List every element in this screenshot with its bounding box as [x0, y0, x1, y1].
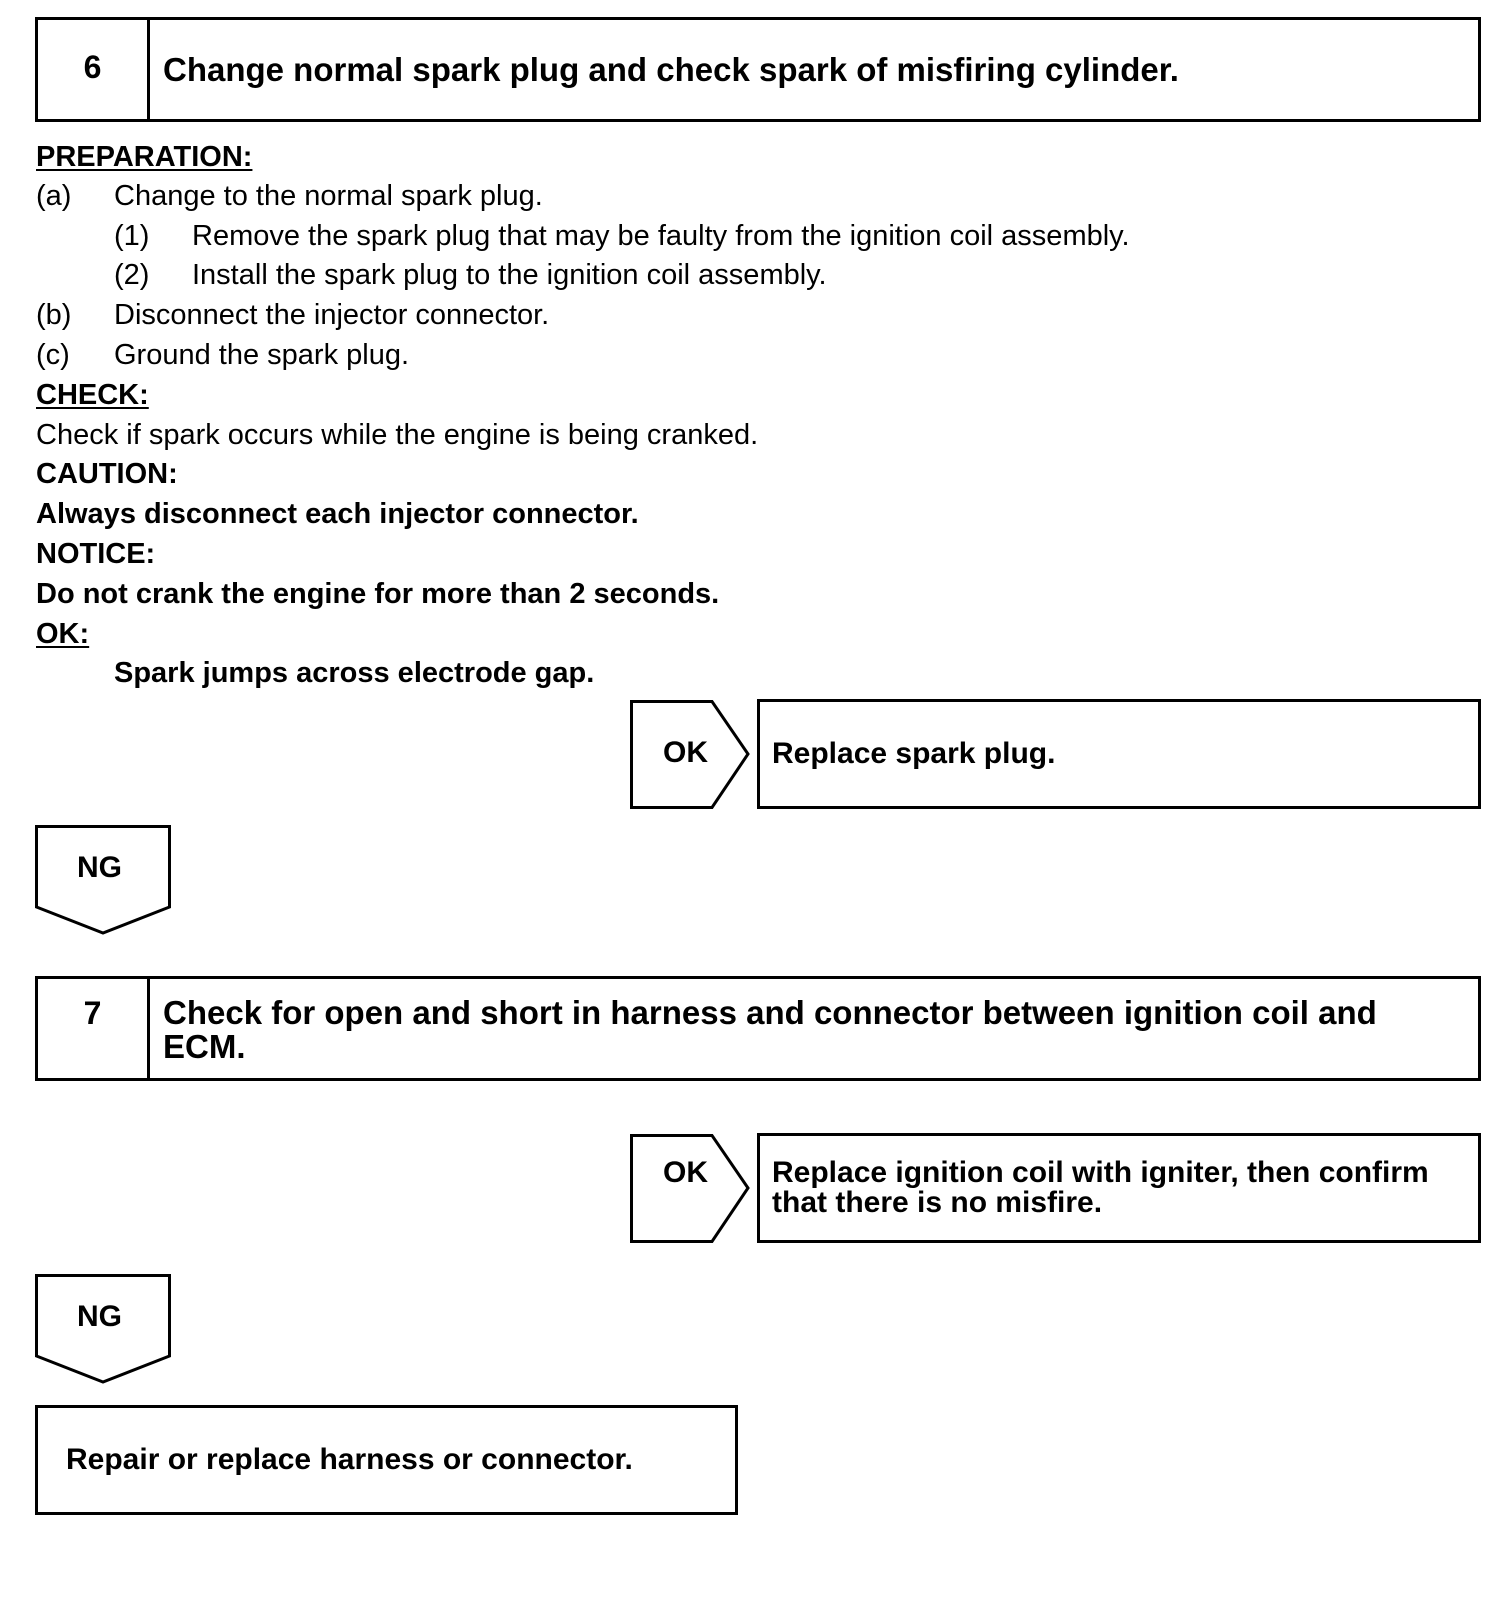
step-title: [150, 979, 1478, 1078]
notice-heading: NOTICE:: [36, 538, 156, 570]
step-7-ok-result: [757, 1133, 1481, 1243]
ok-label: OK: [663, 736, 708, 769]
step-6-header: [35, 17, 1481, 122]
item-text: Install the spark plug to the ignition coil assembly.: [192, 259, 827, 291]
item-text: Change to the normal spark plug.: [114, 180, 543, 212]
step-number: 6: [38, 20, 150, 119]
prep-item-a: [36, 179, 543, 213]
item-mark: (a): [36, 180, 72, 212]
item-mark: (2): [114, 259, 150, 291]
check-text: Check if spark occurs while the engine is being cranked.: [36, 419, 759, 451]
ok-criteria-heading: OK:: [36, 618, 90, 650]
caution-heading: CAUTION:: [36, 458, 178, 490]
final-result: [35, 1405, 738, 1515]
notice-text: Do not crank the engine for more than 2 seconds.: [36, 578, 720, 610]
prep-item-1: [114, 219, 1130, 253]
ng-label: NG: [77, 851, 122, 884]
result-text: Replace spark plug.: [772, 737, 1056, 770]
caution-text: Always disconnect each injector connector.: [36, 498, 639, 530]
ok-criteria-text: Spark jumps across electrode gap.: [114, 657, 595, 689]
step-title-line-1: Check for open and short in harness and connector between ignition coil and: [163, 994, 1377, 1031]
item-text: Remove the spark plug that may be faulty from the ignition coil assembly.: [192, 220, 1130, 252]
step-title-line-2: ECM.: [163, 1028, 246, 1065]
step-number: 7: [38, 979, 150, 1078]
result-text-line-2: that there is no misfire.: [772, 1186, 1103, 1219]
result-text: Repair or replace harness or connector.: [66, 1443, 633, 1476]
step-6-ok-result: [757, 699, 1481, 809]
item-text: Disconnect the injector connector.: [114, 299, 550, 331]
item-text: Ground the spark plug.: [114, 339, 410, 371]
prep-item-2: [114, 258, 827, 292]
prep-item-b: [36, 298, 549, 332]
result-text-line-1: Replace ignition coil with igniter, then confirm: [772, 1156, 1429, 1189]
ok-label: OK: [663, 1156, 708, 1189]
item-mark: (1): [114, 220, 150, 252]
preparation-heading: PREPARATION:: [36, 141, 253, 173]
ng-label: NG: [77, 1300, 122, 1333]
item-mark: (c): [36, 339, 70, 371]
prep-item-c: [36, 338, 409, 372]
check-heading: CHECK:: [36, 379, 149, 411]
step-7-header: [35, 976, 1481, 1081]
step-title: Change normal spark plug and check spark of misfiring cylinder.: [163, 50, 1179, 88]
item-mark: (b): [36, 299, 72, 331]
